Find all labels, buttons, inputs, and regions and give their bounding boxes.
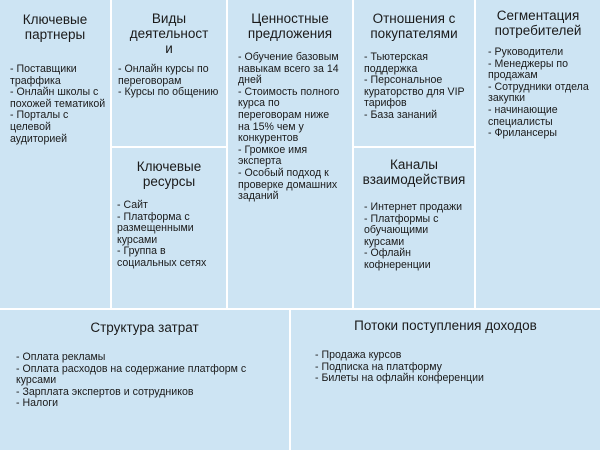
list-item: - Громкое имя эксперта [238,143,308,168]
list-item: - Сотрудники отдела закупки [488,80,589,105]
value-propositions-list [238,52,342,203]
revenue-streams-block [291,310,600,450]
key-activities-list [118,64,224,99]
list-item: - Менеджеры по продажам [488,57,569,82]
list-item: - Билеты на офлайн конференции [315,372,484,385]
key-partners-title: Ключевые партнеры [22,12,88,42]
list-item: - Онлайн школы с похожей тематикой [10,86,106,110]
list-item: - начинающие специалисты [488,103,558,128]
key-partners-list [10,64,108,145]
key-activities-block [112,0,226,146]
list-item: - База зананий [364,108,438,121]
channels-title: Каналы взаимодействия [362,157,466,187]
list-item: - Тьютерская поддержка [364,51,429,75]
cost-structure-list [16,352,276,410]
channels-list [364,202,468,272]
list-item: - Фрилансеры [488,127,557,140]
customer-relationships-title: Отношения с покупателями [370,11,458,41]
customer-segments-title: Сегментация потребителей [494,8,582,38]
revenue-streams-list [315,350,585,385]
list-item: - Платформы с обучающими курсами [364,212,439,248]
key-partners-block [0,0,110,308]
cost-structure-title: Структура затрат [90,320,199,335]
list-item: - Интернет продажи [364,201,463,213]
list-item: - Порталы с целевой аудиторией [10,109,69,145]
value-propositions-block [228,0,352,308]
list-item: - Курсы по общению [118,86,219,99]
value-propositions-title: Ценностные предложения [247,11,333,41]
list-item: - Офлайн кофнеренции [364,247,431,271]
list-item: - Стоимость полного курса по переговорам ниже на 15% чем у конкурентов [238,85,340,145]
channels-block [354,148,474,308]
list-item: - Обучение базовым навыкам всего за 14 дней [238,51,339,87]
list-item: - Особый подход к проверке домашних заданий [238,166,338,203]
list-item: - Платформа с размещенными курсами [117,210,194,246]
list-item: - Группа в социальных сетях [117,245,207,269]
list-item: - Оплата расходов на содержание платформ с курсами [16,362,247,387]
customer-segments-block [476,0,600,308]
key-resources-list [117,200,225,270]
key-resources-title: Ключевые ресурсы [136,159,202,189]
list-item: - Налоги [16,397,58,410]
customer-relationships-block [354,0,474,146]
list-item: - Зарплата экспертов и сотрудников [16,385,194,398]
cost-structure-block [0,310,289,450]
list-item: - Продажа курсов [315,349,402,361]
customer-relationships-list [364,52,468,122]
key-activities-title: Виды деятельност и [129,11,209,56]
list-item: - Сайт [117,199,148,211]
list-item: - Персональное кураторство для VIP тарифов [364,74,465,110]
list-item: - Поставщики траффика [10,63,77,87]
revenue-streams-title: Потоки поступления доходов [354,318,537,333]
customer-segments-list [488,47,596,140]
list-item: - Подписка на платформу [315,360,442,373]
list-item: - Оплата рекламы [16,351,106,363]
list-item: - Онлайн курсы по переговорам [118,63,209,87]
key-resources-block [112,148,226,308]
list-item: - Руководители [488,46,564,58]
